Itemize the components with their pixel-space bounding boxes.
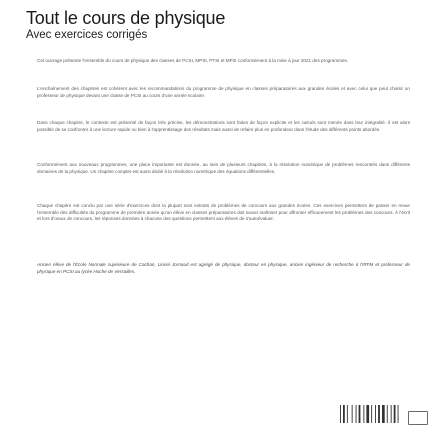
barcode-bar <box>375 405 376 423</box>
description-paragraph-2: L'enchaînement des chapitres est cohérent avec les recommandations du programme de physique en classes préparatoires aux grandes écoles et avec celui que peut choisir un professeur de physique devant une classe de PCSI au cours d'une année scolaire. <box>37 86 410 98</box>
description-paragraph-5: Chaque chapitre est conclu par une série d'exercices dont la plupart sont extraits de problèmes de concours aux grandes écoles. Ces exercices permettent de passer en revue l'ensemble des difficultés du programme de première année qu'un élève en classes préparatoires doit savoir maîtriser pour affronter efficacement les problèmes des concours. À l'écrit et lors d'oraux de concours, les réponses données à chacune des questions permettent aux élèves de s'autoévaluer. <box>37 203 410 222</box>
barcode-bar <box>352 405 353 423</box>
barcode-bar <box>382 405 385 423</box>
barcode-bar <box>378 405 380 423</box>
description-paragraph-3: Dans chaque chapitre, le contexte est présenté de façon très précise, les démonstrations sont faites de façon explicite et les calculs sont menés dans leur intégralité. Il est alors possible de se confronter à une lecture rapide ou bien à l'apprentissage des résultats mais aussi de refaire plus en profondeur dans l'étude des différents points abordés. <box>37 120 410 132</box>
barcode-bar <box>394 405 396 423</box>
barcode-bar <box>366 405 369 423</box>
book-title: Tout le cours de physique <box>26 8 226 28</box>
barcode-bar <box>371 405 372 423</box>
isbn-barcode <box>339 403 403 425</box>
barcode-bar <box>340 405 341 423</box>
barcode-bar <box>387 405 388 423</box>
description-paragraph-4: Conformément aux nouveaux programmes, une place importante est donnée, au sein de plusieurs chapitres, à la résolution numérique de problèmes rencontrés dans différents domaines de la physique. Un chapitre complet est aussi dédié à la résolution numérique des équations différentielles. <box>37 162 410 174</box>
barcode-bar <box>398 405 399 423</box>
barcode-bar <box>363 405 364 423</box>
barcode-bar <box>391 405 392 423</box>
description-paragraph-1: Cet ouvrage présente l'ensemble du cours de physique des classes de PCSI, MPSI, PTSI et MP2I conformément à la mise à jour 2021 des programmes. <box>37 58 349 63</box>
publisher-logo <box>408 411 428 425</box>
author-bio-paragraph: Ancien élève de l'École Normale supérieure de Cachan, Lionel Jornaud est agrégé de physique, docteur en physique, ancien ingénieur de recherche à l'IRFM et professeur de physique en PCSI au lycée Hoche de Versailles. <box>37 262 410 274</box>
barcode-bar <box>359 405 361 423</box>
barcode-bar <box>347 405 348 423</box>
barcode-bar <box>356 405 357 423</box>
barcode-bar <box>343 405 345 423</box>
book-subtitle: Avec exercices corrigés <box>26 29 148 41</box>
